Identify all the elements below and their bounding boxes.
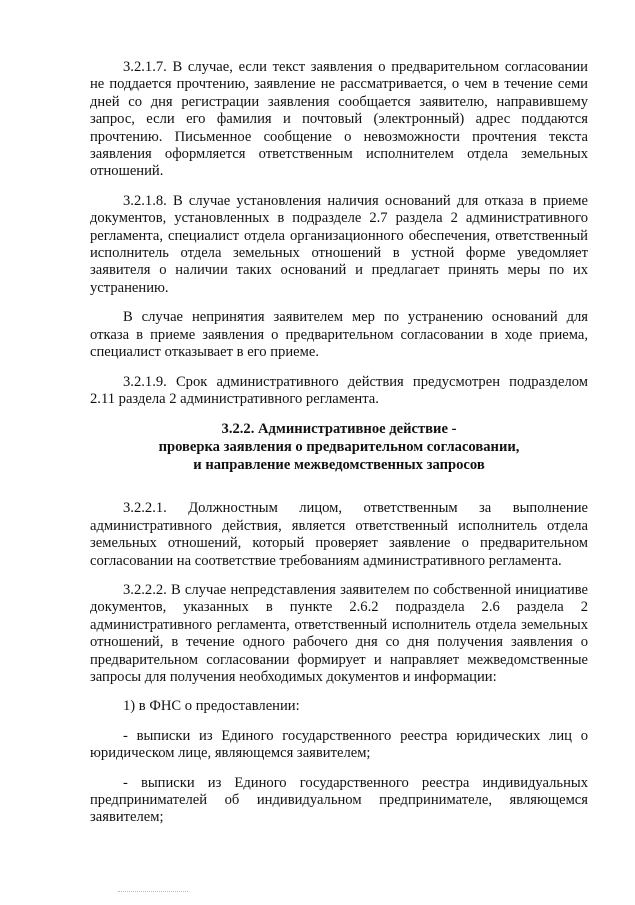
list-item-egrul: - выписки из Единого государственного реестра юридических лиц о юридическом лице, являющемся заявителем; (90, 727, 588, 762)
paragraph-3-2-1-8: 3.2.1.8. В случае установления наличия оснований для отказа в приеме документов, установленных в подразделе 2.7 раздела 2 административного регламента, специалист отдела организационного обеспечения, ответственный исполнитель отдела земельных отношений в устной форме уведомляет заявителя о наличии таких оснований и предлагает принять меры по их устранению. (90, 192, 588, 296)
heading-line-3: и направление межведомственных запросов (193, 457, 485, 474)
list-item-fns: 1) в ФНС о предоставлении: (123, 698, 300, 715)
scan-artifact-line (118, 891, 188, 895)
heading-line-1: 3.2.2. Административное действие - (221, 421, 457, 438)
paragraph-3-2-2-2: 3.2.2.2. В случае непредставления заявителем по собственной инициативе документов, указанных в пункте 2.6.2 подраздела 2.6 раздела 2 административного регламента, ответственный исполнитель отдела земельных отношений, в течение одного рабочего дня со дня получения заявления о предварительном согласовании формирует и направляет межведомственные запросы для получения необходимых документов и информации: (90, 581, 588, 685)
list-item-egrip: - выписки из Единого государственного реестра индивидуальных предпринимателей об индивидуальном предпринимателе, являющемся заявителем; (90, 774, 588, 826)
paragraph-3-2-1-9: 3.2.1.9. Срок административного действия предусмотрен подразделом 2.11 раздела 2 административного регламента. (90, 373, 588, 407)
paragraph-3-2-1-7: 3.2.1.7. В случае, если текст заявления о предварительном согласовании не поддается прочтению, заявление не рассматривается, о чем в течение семи дней со дня регистрации заявления сообщается заявителю, направившему запрос, если его фамилия и почтовый (электронный) адрес поддаются прочтению. Письменное сообщение о невозможности прочтения текста заявления оформляется ответственным исполнителем отдела земельных отношений. (90, 59, 588, 180)
heading-line-2: проверка заявления о предварительном согласовании, (158, 439, 520, 456)
section-heading-3-2-2 (90, 420, 588, 474)
document-body (90, 59, 588, 839)
paragraph-refusal: В случае непринятия заявителем мер по устранению оснований для отказа в приеме заявления о предварительном согласовании в ходе приема, специалист отказывает в его приеме. (90, 309, 588, 361)
paragraph-3-2-2-1: 3.2.2.1. Должностным лицом, ответственным за выполнение административного действия, является ответственный исполнитель отдела земельных отношений, который проверяет заявление о предварительном согласовании на соответствие требованиям административного регламента. (90, 500, 588, 569)
